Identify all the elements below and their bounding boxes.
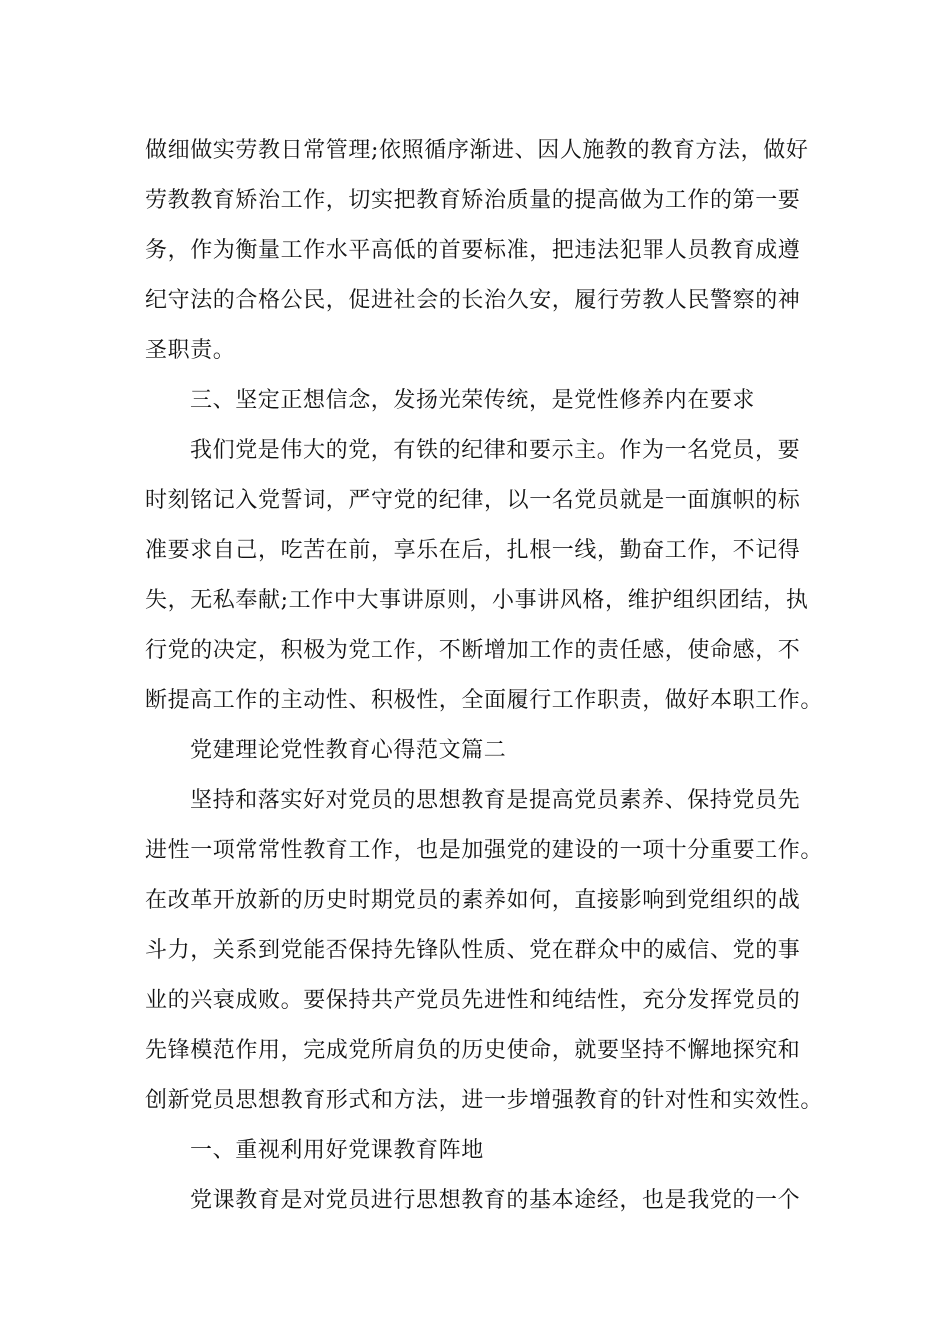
body-text-line: 圣职责。 — [145, 338, 236, 363]
body-text-line: 坚持和落实好对党员的思想教育是提高党员素养、保持党员先 — [190, 788, 801, 813]
section-heading: 三、坚定正想信念，发扬光荣传统，是党性修养内在要求 — [190, 388, 756, 413]
body-text-line: 党课教育是对党员进行思想教育的基本途经，也是我党的一个 — [190, 1188, 801, 1213]
body-text-line: 在改革开放新的历史时期党员的素养如何，直接影响到党组织的战 — [145, 888, 801, 913]
body-text-line: 进性一项常常性教育工作，也是加强党的建设的一项十分重要工作。 — [145, 838, 824, 863]
body-text-line: 创新党员思想教育形式和方法，进一步增强教育的针对性和实效性。 — [145, 1088, 824, 1113]
article-title: 党建理论党性教育心得范文篇二 — [190, 738, 507, 763]
body-text-line: 行党的决定，积极为党工作，不断增加工作的责任感，使命感，不 — [145, 638, 801, 663]
body-text-line: 纪守法的合格公民，促进社会的长治久安，履行劳教人民警察的神 — [145, 288, 801, 313]
body-text-line: 我们党是伟大的党，有铁的纪律和要示主。作为一名党员，要 — [190, 438, 801, 463]
body-text-line: 劳教教育矫治工作，切实把教育矫治质量的提高做为工作的第一要 — [145, 188, 801, 213]
body-text-line: 斗力，关系到党能否保持先锋队性质、党在群众中的威信、党的事 — [145, 938, 801, 963]
body-text-line: 准要求自己，吃苦在前，享乐在后，扎根一线，勤奋工作，不记得 — [145, 538, 801, 563]
body-text-line: 务，作为衡量工作水平高低的首要标准，把违法犯罪人员教育成遵 — [145, 238, 801, 263]
section-heading: 一、重视利用好党课教育阵地 — [190, 1138, 484, 1163]
body-text-line: 业的兴衰成败。要保持共产党员先进性和纯结性，充分发挥党员的 — [145, 988, 801, 1013]
body-text-line: 失，无私奉献;工作中大事讲原则，小事讲风格，维护组织团结，执 — [145, 588, 809, 613]
body-text-line: 时刻铭记入党誓词，严守党的纪律，以一名党员就是一面旗帜的标 — [145, 488, 801, 513]
body-text-line: 做细做实劳教日常管理;依照循序渐进、因人施教的教育方法，做好 — [145, 138, 809, 163]
body-text-line: 先锋模范作用，完成党所肩负的历史使命，就要坚持不懈地探究和 — [145, 1038, 801, 1063]
body-text-line: 断提高工作的主动性、积极性，全面履行工作职责，做好本职工作。 — [145, 688, 824, 713]
